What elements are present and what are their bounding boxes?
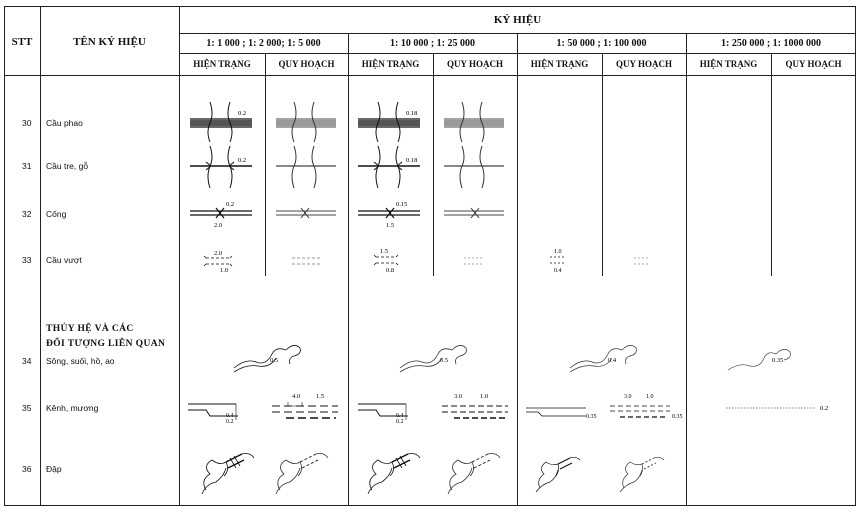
canal-symbol xyxy=(722,400,832,416)
wooden-bridge-planned-symbol xyxy=(272,144,342,190)
row-name: Kênh, mương xyxy=(46,403,99,413)
canal-planned-symbol xyxy=(608,390,684,426)
dim-label: 1.0 xyxy=(554,249,562,255)
row-stt: 35 xyxy=(22,403,32,413)
dim-label: 0.2 xyxy=(396,419,404,425)
pontoon-bridge-symbol xyxy=(354,100,430,144)
dim-label: 0.15 xyxy=(396,201,408,208)
col-divider-sub-2 xyxy=(433,53,434,276)
header-scale-3: 1: 50 000 ; 1: 100 000 xyxy=(556,38,647,49)
dim-label: 0.2 xyxy=(226,201,235,208)
row-name: Cầu vượt xyxy=(46,255,82,265)
river-symbol xyxy=(398,336,478,376)
overpass-planned-symbol xyxy=(630,252,656,270)
header-current-1: HIỆN TRẠNG xyxy=(193,59,251,69)
row-stt: 34 xyxy=(22,356,32,366)
table-frame xyxy=(4,6,856,506)
dim-label: 0.35 xyxy=(586,414,597,420)
row-name: Sông, suối, hồ, ao xyxy=(46,356,115,366)
row-divider-scales xyxy=(179,53,856,54)
overpass-symbol xyxy=(370,244,410,274)
row-divider-header xyxy=(4,75,856,76)
row-stt: 32 xyxy=(22,209,32,219)
dim-label: 0.4 xyxy=(554,268,562,274)
header-scale-2: 1: 10 000 ; 1: 25 000 xyxy=(390,38,475,49)
col-divider-sub-4 xyxy=(771,53,772,276)
col-divider-name xyxy=(179,6,180,506)
dim-label: 0.4 xyxy=(226,413,234,419)
header-planned-1: QUY HOẠCH xyxy=(278,59,335,69)
dim-label: 0.2 xyxy=(820,405,829,412)
header-scale-4: 1: 250 000 ; 1: 1000 000 xyxy=(721,38,821,49)
dim-label: 3.0 xyxy=(454,393,463,400)
wooden-bridge-planned-symbol xyxy=(440,144,510,190)
row-stt: 30 xyxy=(22,118,32,128)
dim-label: 0.4 xyxy=(608,357,617,364)
river-symbol xyxy=(568,336,648,376)
wooden-bridge-symbol xyxy=(186,144,262,190)
dim-label: 0.35 xyxy=(672,414,683,420)
row-divider-symbol xyxy=(179,33,856,34)
dim-label: 0.2 xyxy=(226,419,234,425)
header-current-3: HIỆN TRẠNG xyxy=(530,59,589,69)
overpass-planned-symbol xyxy=(460,252,490,270)
col-divider-sub-1 xyxy=(265,53,266,276)
river-symbol xyxy=(232,336,312,376)
culvert-symbol xyxy=(186,198,262,230)
dim-label: 0.5 xyxy=(270,357,279,364)
canal-planned-symbol xyxy=(270,390,346,426)
col-divider-scale-3 xyxy=(517,33,518,506)
overpass-symbol xyxy=(200,246,244,274)
dim-label: 0.5 xyxy=(440,357,449,364)
dam-symbol xyxy=(196,446,262,496)
header-current-4: HIỆN TRẠNG xyxy=(699,59,758,69)
dim-label: 0.18 xyxy=(406,110,418,117)
dim-label: 0.4 xyxy=(396,413,404,419)
row-name: Đập xyxy=(46,464,62,474)
canal-planned-symbol xyxy=(440,390,514,426)
row-name: Cầu tre, gỗ xyxy=(46,161,89,171)
header-stt: STT xyxy=(11,36,33,48)
dim-label: 3.0 xyxy=(624,394,632,400)
culvert-symbol xyxy=(354,198,430,230)
dim-label: 4.0 xyxy=(292,393,301,400)
row-stt: 33 xyxy=(22,255,32,265)
dim-label: 1.0 xyxy=(220,267,229,274)
header-planned-4: QUY HOẠCH xyxy=(785,59,842,69)
dim-label: 1.5 xyxy=(380,248,389,255)
dim-label: 1.5 xyxy=(386,222,395,229)
overpass-symbol xyxy=(544,244,574,274)
dim-label: 0.8 xyxy=(386,267,395,274)
dam-symbol xyxy=(362,446,428,496)
dim-label: 1.5 xyxy=(316,393,325,400)
canal-symbol xyxy=(356,392,434,426)
section-title-line2: ĐỐI TƯỢNG LIÊN QUAN xyxy=(46,339,166,349)
dam-symbol xyxy=(532,450,586,494)
header-planned-3: QUY HOẠCH xyxy=(616,59,672,69)
section-title-line1: THỦY HỆ VÀ CÁC xyxy=(46,324,134,334)
col-divider-scale-2 xyxy=(348,33,349,506)
dim-label: 0.35 xyxy=(772,357,784,364)
river-symbol xyxy=(726,340,806,376)
dim-label: 0.18 xyxy=(406,157,418,164)
pontoon-bridge-symbol xyxy=(186,100,262,144)
dim-label: 1.0 xyxy=(646,394,654,400)
header-symbol: KÝ HIỆU xyxy=(493,14,542,26)
header-planned-2: QUY HOẠCH xyxy=(447,59,503,69)
row-stt: 31 xyxy=(22,161,32,171)
dim-label: 0.2 xyxy=(238,110,247,117)
row-name: Cống xyxy=(46,209,67,219)
dim-label: 1.0 xyxy=(480,393,489,400)
culvert-planned-symbol xyxy=(440,198,510,230)
canal-symbol xyxy=(186,392,264,426)
dim-label: 0.2 xyxy=(238,157,247,164)
dam-planned-symbol xyxy=(270,446,336,496)
col-divider-sub-3 xyxy=(602,53,603,276)
header-scale-1: 1: 1 000 ; 1: 2 000; 1: 5 000 xyxy=(206,38,321,49)
dam-planned-symbol xyxy=(616,450,670,494)
header-current-2: HIỆN TRẠNG xyxy=(361,59,420,69)
header-name: TÊN KÝ HIỆU xyxy=(73,36,146,48)
dim-label: 2.0 xyxy=(214,222,223,229)
wooden-bridge-symbol xyxy=(354,144,430,190)
overpass-planned-symbol xyxy=(288,252,328,270)
row-name: Cầu phao xyxy=(46,118,83,128)
row-stt: 36 xyxy=(22,464,32,474)
dim-label: 2.0 xyxy=(214,250,223,257)
dam-planned-symbol xyxy=(442,446,508,496)
pontoon-bridge-planned-symbol xyxy=(272,100,342,144)
col-divider-scale-4 xyxy=(686,33,687,506)
col-divider-stt xyxy=(40,6,41,506)
culvert-planned-symbol xyxy=(272,198,342,230)
canal-symbol xyxy=(524,398,598,424)
pontoon-bridge-planned-symbol xyxy=(440,100,510,144)
